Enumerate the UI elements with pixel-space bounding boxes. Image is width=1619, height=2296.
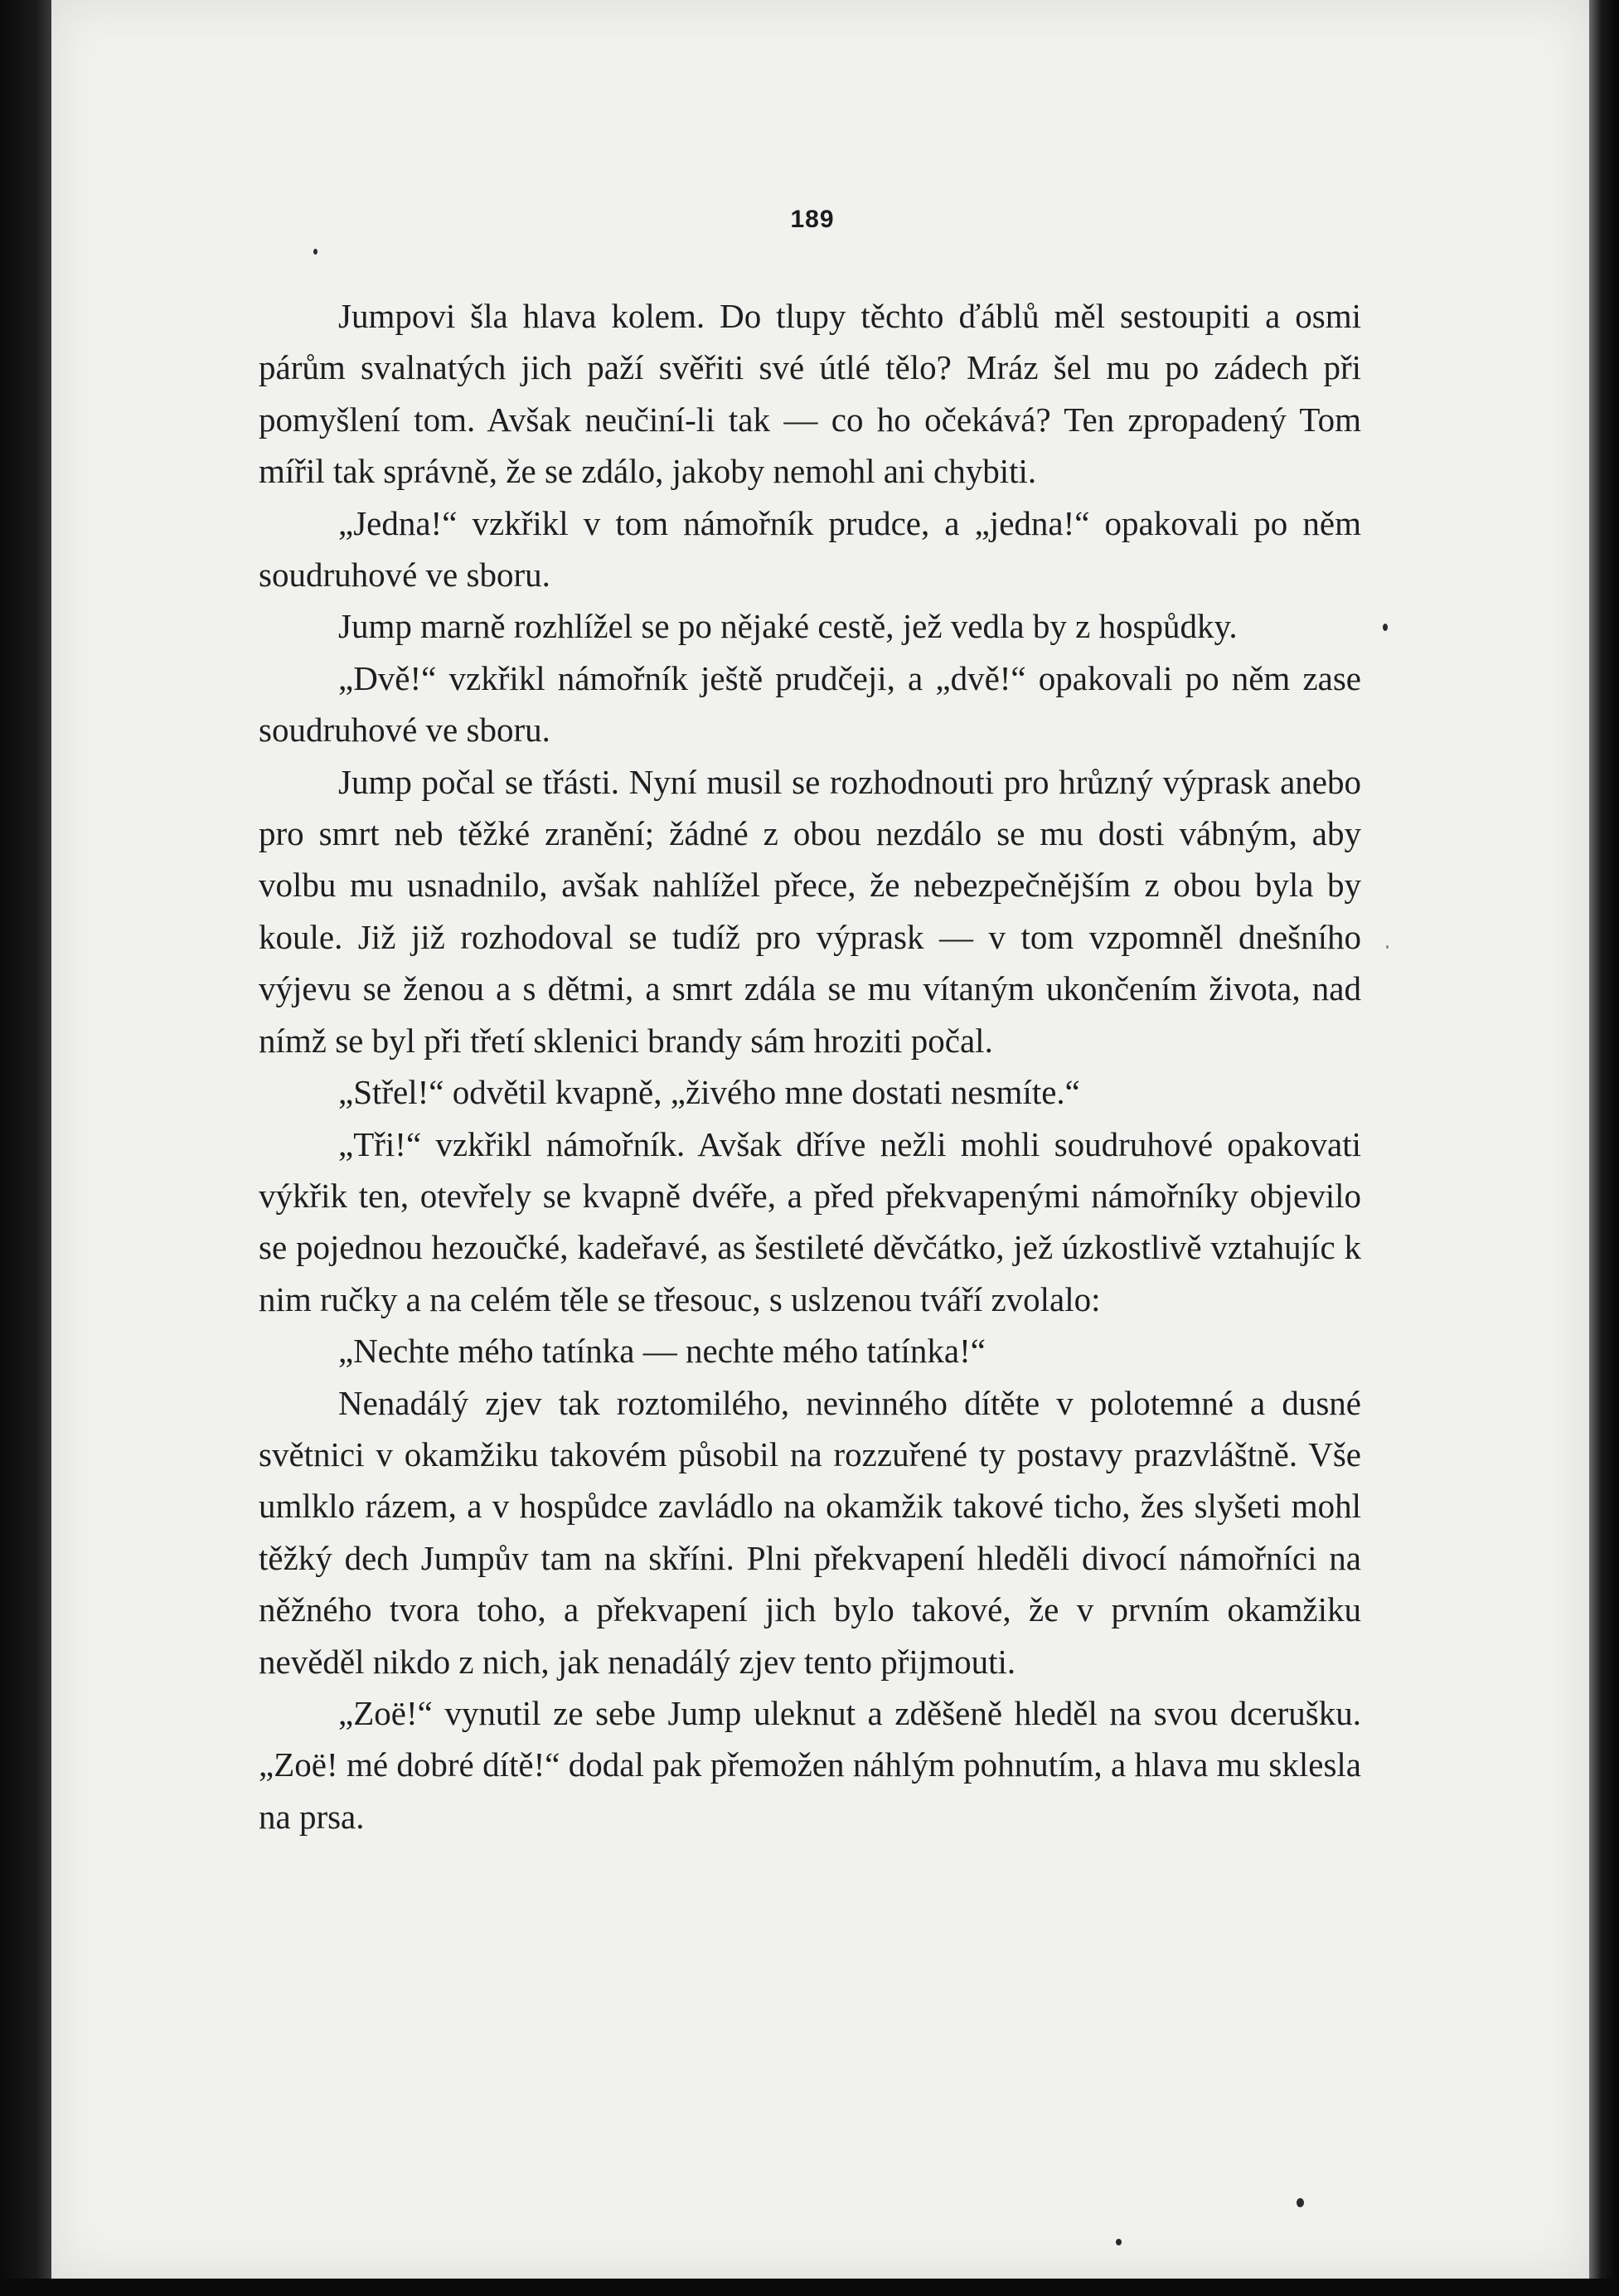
scan-speck [1386, 945, 1389, 949]
paragraph: „Zoë!“ vynutil ze sebe Jump uleknut a zděšeně hleděl na svou dcerušku. „Zoë! mé dobré dítě!“ dodal pak přemožen náhlým pohnutím, a hlava mu sklesla na prsa. [259, 1693, 1361, 1836]
body-text [259, 290, 1361, 1842]
paragraph: Jump marně rozhlížel se po nějaké cestě, jež vedla by z hospůdky. [338, 607, 1238, 646]
scan-speck [1383, 624, 1388, 631]
scan-speck [1116, 2239, 1122, 2245]
paragraph: „Tři!“ vzkřikl námořník. Avšak dříve nežli mohli soudruhové opakovati výkřik ten, otevřely se kvapně dvéře, a před překvapenými námořníky objevilo se pojednou hezoučké, kadeřavé, as šestileté děvčátko, jež úzkostlivě vztahujíc k nim ručky a na celém těle se třesouc, s uslzenou tváří zvolalo: [259, 1124, 1361, 1318]
paragraph: Nenadálý zjev tak roztomilého, nevinného dítěte v polotemné a dusné světnici v okamžiku takovém působil na rozzuřené ty postavy prazvláštně. Vše umlklo rázem, a v hospůdce zavládlo na okamžik takové ticho, žes slyšeti mohl těžký dech Jumpův tam na skříni. Plni překvapení hleděli divocí námořníci na něžného tvora toho, a překvapení jich bylo takové, že v prvním okamžiku nevěděl nikdo z nich, jak nenadálý zjev tento přijmouti. [259, 1383, 1361, 1681]
paragraph: Jumpovi šla hlava kolem. Do tlupy těchto ďáblů měl sestoupiti a osmi párům svalnatých jich paží svěřiti své útlé tělo? Mráz šel mu po zádech při pomyšlení tom. Avšak neučiní-li tak — co ho očekává? Ten zpropadený Tom mířil tak správně, že se zdálo, jakoby nemohl ani chybiti. [259, 297, 1361, 491]
page-number: 189 [790, 206, 835, 233]
page-right-edge [1589, 0, 1619, 2296]
paragraph: „Jedna!“ vzkřikl v tom námořník prudce, a „jedna!“ opakovali po něm soudruhové ve sboru. [259, 503, 1361, 595]
paragraph: „Dvě!“ vzkřikl námořník ještě prudčeji, a „dvě!“ opakovali po něm zase soudruhové ve sboru. [259, 658, 1361, 750]
scan-speck [1297, 2198, 1304, 2207]
page-bottom-edge [0, 2279, 1619, 2296]
paragraph: „Nechte mého tatínka — nechte mého tatínka!“ [338, 1332, 986, 1371]
scan-speck [313, 249, 317, 255]
paragraph: Jump počal se třásti. Nyní musil se rozhodnouti pro hrůzný výprask anebo pro smrt neb těžké zranění; žádné z obou nezdálo se mu dosti vábným, aby volbu mu usnadnilo, avšak nahlížel přece, že nebezpečnějším z obou byla by koule. Již již rozhodoval se tudíž pro výprask — v tom vzpomněl dnešního výjevu se ženou a s dětmi, a smrt zdála se mu vítaným ukončením života, nad nímž se byl při třetí sklenici brandy sám hroziti počal. [259, 762, 1361, 1060]
paragraph: „Střel!“ odvětil kvapně, „živého mne dostati nesmíte.“ [338, 1073, 1080, 1112]
book-gutter [0, 0, 51, 2296]
